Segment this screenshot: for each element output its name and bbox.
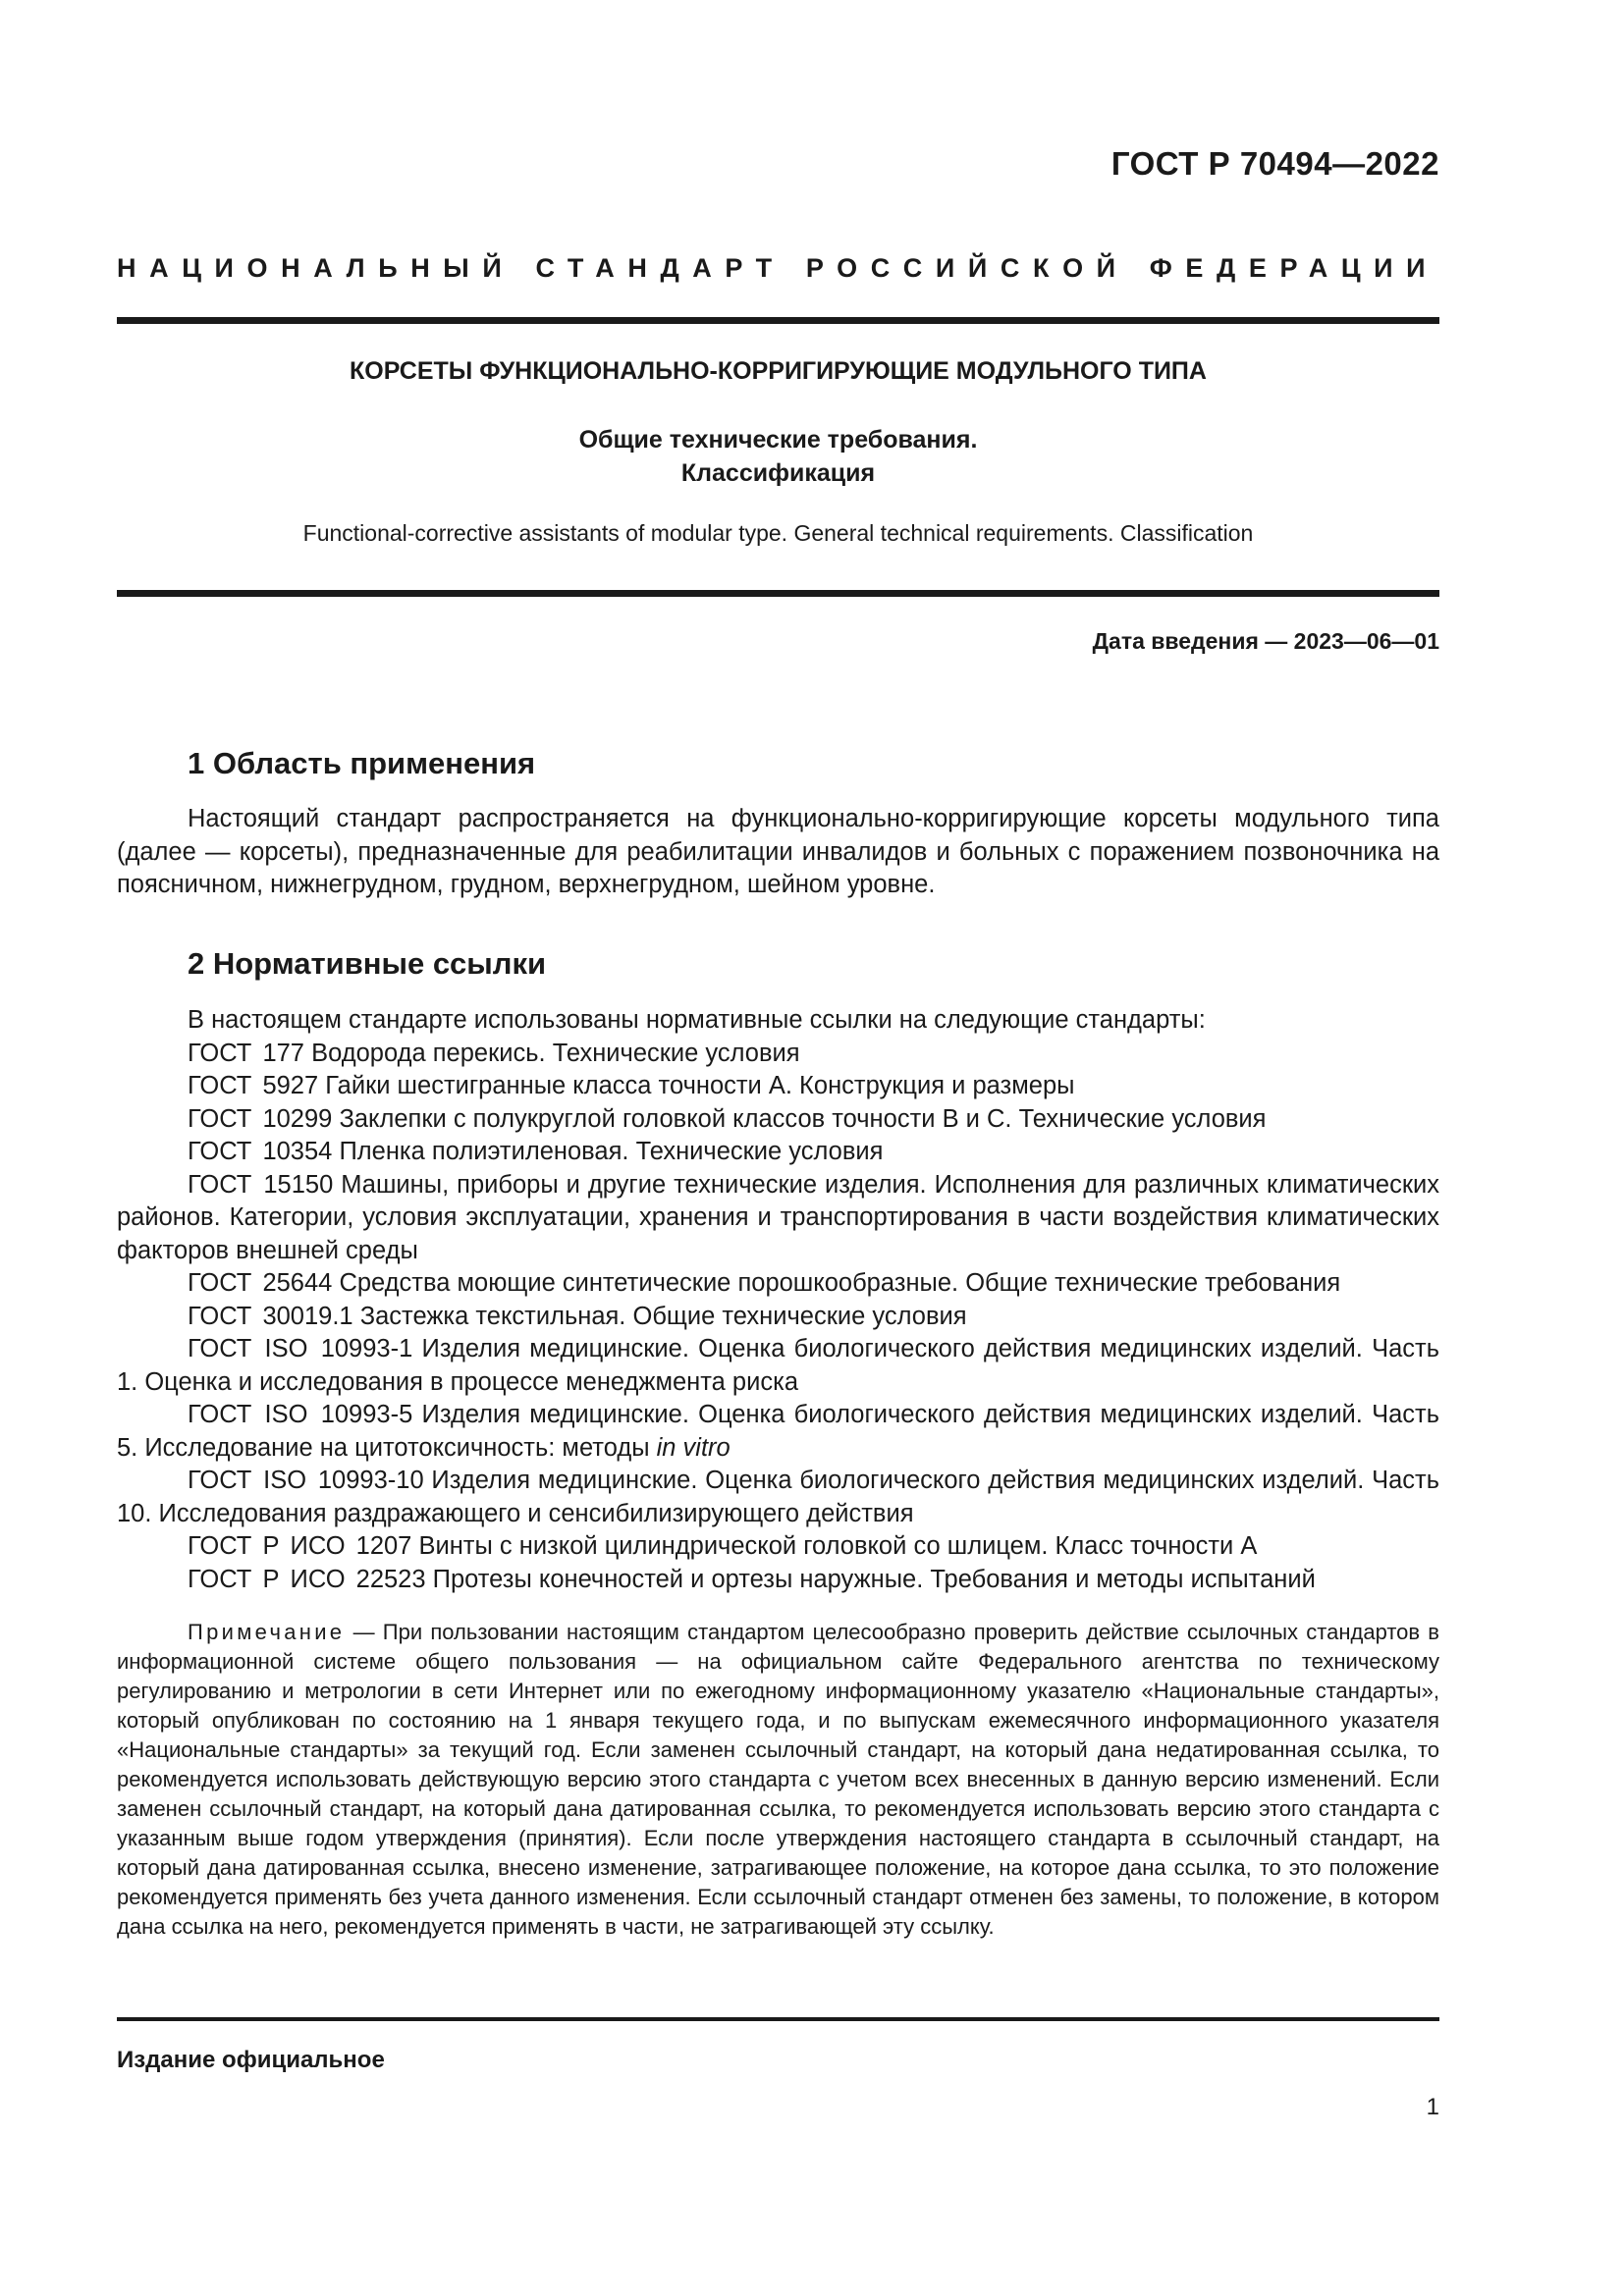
section-1-body [117, 803, 1439, 902]
reference-code: ГОСТ Р ИСО 1207 [188, 1532, 412, 1560]
reference-item [117, 1267, 1439, 1301]
reference-item [117, 1136, 1439, 1169]
reference-code: ГОСТ ISO 10993-5 [188, 1401, 413, 1428]
reference-item [117, 1169, 1439, 1268]
reference-code: ГОСТ ISO 10993-10 [188, 1467, 424, 1494]
reference-code: ГОСТ Р ИСО 22523 [188, 1565, 426, 1593]
reference-title: Винты с низкой цилиндрической головкой со шлицем. Класс точности А [418, 1532, 1258, 1560]
references-container [117, 1038, 1439, 1597]
document-title: КОРСЕТЫ ФУНКЦИОНАЛЬНО-КОРРИГИРУЮЩИЕ МОДУЛЬНОГО ТИПА [350, 357, 1207, 385]
reference-code: ГОСТ 10354 [188, 1138, 333, 1165]
reference-title: Застежка текстильная. Общие технические условия [359, 1302, 967, 1330]
note-text: — При пользовании настоящим стандартом целесообразно проверить действие ссылочных стандартов в информационной системе общего пользования — на официальном сайте Федерального агентства по техническому регулированию и метрологии в сети Интернет или по ежегодному информационному указателю «Национальные стандарты», который опубликован по состоянию на 1 января текущего года, и по выпускам ежемесячного информационного указателя «Национальные стандарты» за текущий год. Если заменен ссылочный стандарт, на который дана недатированная ссылка, то рекомендуется использовать действующую версию этого стандарта с учетом всех внесенных в данную версию изменений. Если заменен ссылочный стандарт, на который дана датированная ссылка, то рекомендуется использовать версию этого стандарта с указанным выше годом утверждения (принятия). Если после утверждения настоящего стандарта в ссылочный стандарт, на который дана датированная ссылка, внесено изменение, затрагивающее положение, на которое дана ссылка, то это положение рекомендуется применять без учета данного изменения. Если ссылочный стандарт отменен без замены, то положение, в котором дана ссылка на него, рекомендуется применять в части, не затрагивающей эту ссылку. [117, 1620, 1439, 1939]
reference-title: Гайки шестигранные класса точности А. Конструкция и размеры [325, 1072, 1075, 1099]
reference-italic-term: in vitro [656, 1433, 731, 1462]
reference-code: ГОСТ 5927 [188, 1072, 319, 1099]
official-edition: Издание официальное [117, 2047, 385, 2073]
section-2-heading: 2 Нормативные ссылки [188, 946, 547, 981]
subtitle-line-1: Общие технические требования. [578, 426, 978, 454]
reference-title: Заклепки с полукруглой головкой классов точности В и С. Технические условия [339, 1104, 1267, 1133]
introduction-date: Дата введения — 2023—06—01 [1092, 628, 1439, 654]
section-1-heading: 1 Область применения [188, 746, 536, 780]
reference-item [117, 1399, 1439, 1465]
section-1-paragraph: Настоящий стандарт распространяется на функционально-корригирующие корсеты модульного типа (далее — корсеты), предназначенные для реабилитации инвалидов и больных с поражением позвоночника на поясничном, нижнегрудном, грудном, верхнегрудном, шейном уровне. [117, 805, 1439, 898]
reference-code: ГОСТ 15150 [188, 1170, 334, 1199]
note-paragraph [117, 1618, 1439, 1942]
document-subtitle [117, 423, 1439, 490]
page-number: 1 [1426, 2094, 1439, 2120]
reference-title: Изделия медицинские. Оценка биологического действия медицинских изделий. Часть 1. Оценка и исследования в процессе менеджмента риска [117, 1335, 1439, 1396]
note-label: Примечание [188, 1620, 346, 1644]
english-title: Functional-corrective assistants of modular type. General technical requirements. Classification [302, 520, 1254, 546]
reference-code: ГОСТ 177 [188, 1039, 304, 1067]
references-list [117, 1004, 1439, 1596]
reference-item [117, 1301, 1439, 1334]
reference-item [117, 1103, 1439, 1137]
reference-code: ГОСТ 30019.1 [188, 1302, 353, 1330]
reference-code: ГОСТ 10299 [188, 1104, 333, 1133]
footer-rule [117, 2017, 1439, 2021]
reference-title: Пленка полиэтиленовая. Технические условия [339, 1138, 884, 1165]
title-rule [117, 590, 1439, 597]
standard-code: ГОСТ Р 70494—2022 [1110, 145, 1439, 182]
reference-title: Средства моющие синтетические порошкообразные. Общие технические требования [339, 1269, 1341, 1297]
national-standard-title: НАЦИОНАЛЬНЫЙ СТАНДАРТ РОССИЙСКОЙ ФЕДЕРАЦИИ [117, 253, 1439, 283]
reference-item [117, 1333, 1439, 1399]
reference-item [117, 1038, 1439, 1071]
reference-code: ГОСТ 25644 [188, 1269, 333, 1297]
reference-code: ГОСТ ISO 10993-1 [188, 1335, 413, 1362]
header-rule [117, 317, 1439, 324]
reference-title: Изделия медицинские. Оценка биологического действия медицинских изделий. Часть 10. Исследования раздражающего и сенсибилизирующего действия [117, 1467, 1439, 1527]
reference-title: Протезы конечностей и ортезы наружные. Требования и методы испытаний [432, 1565, 1316, 1593]
reference-title: Изделия медицинские. Оценка биологического действия медицинских изделий. Часть 5. Исследование на цитотоксичность: методы [117, 1401, 1439, 1462]
reference-item [117, 1465, 1439, 1530]
reference-title: Водорода перекись. Технические условия [311, 1039, 800, 1067]
reference-title: Машины, приборы и другие технические изделия. Исполнения для различных климатических районов. Категории, условия эксплуатации, хранения и транспортирования в части воздействия климатических факторов внешней среды [117, 1170, 1440, 1264]
reference-item [117, 1070, 1439, 1103]
reference-item [117, 1564, 1439, 1597]
subtitle-line-2: Классификация [680, 459, 876, 487]
references-intro: В настоящем стандарте использованы нормативные ссылки на следующие стандарты: [188, 1006, 1206, 1034]
note-block [117, 1618, 1439, 1942]
reference-item [117, 1530, 1439, 1564]
